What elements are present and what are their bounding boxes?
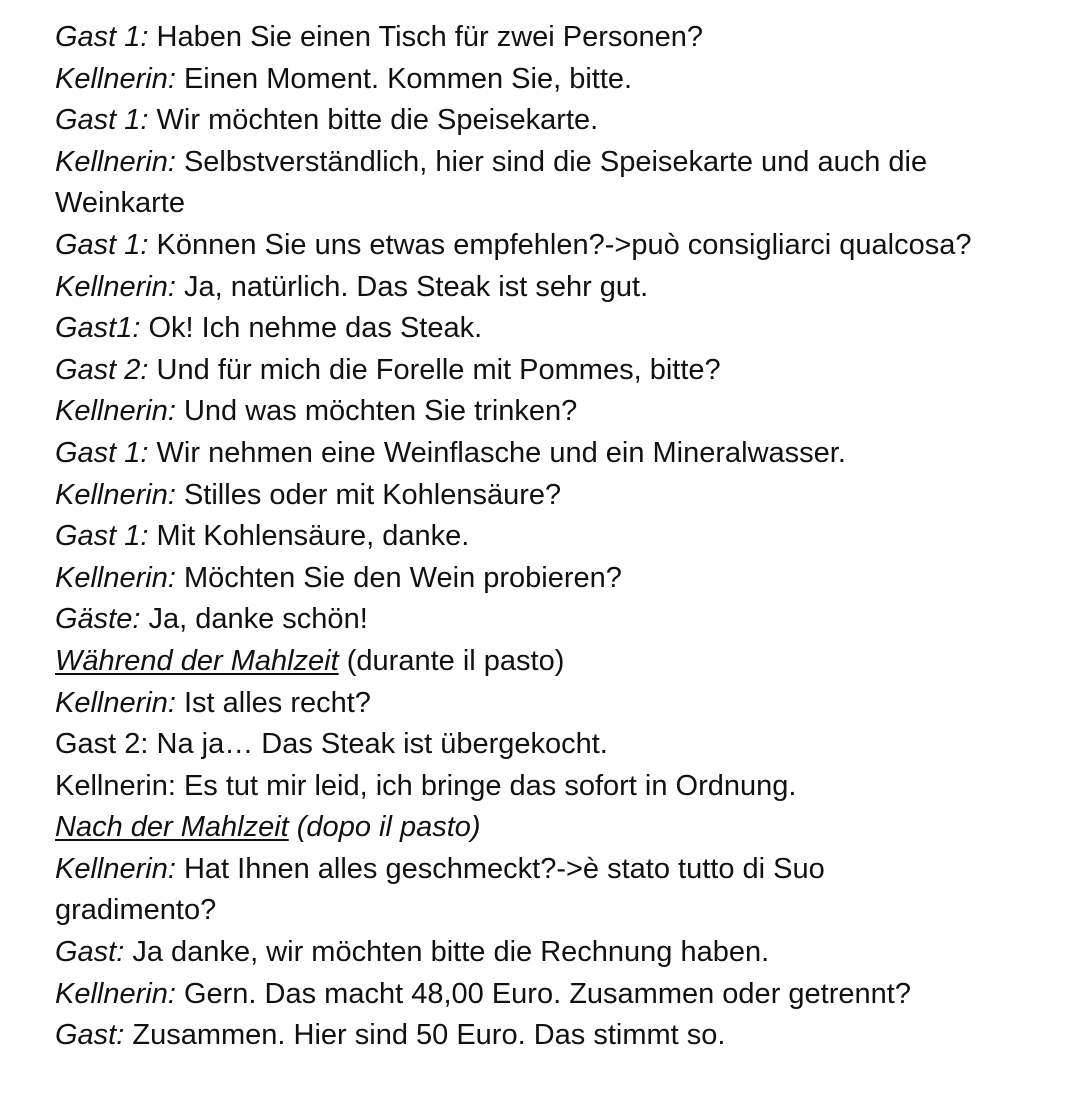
dialogue-line	[55, 350, 1055, 392]
dialogue-document	[55, 17, 1055, 1057]
dialogue-line	[55, 974, 1055, 1016]
line-text: Ist alles recht?	[175, 686, 371, 719]
speaker-label: Kellnerin:	[55, 270, 176, 303]
dialogue-line	[55, 1015, 1055, 1057]
speaker-label: Gast:	[55, 1019, 125, 1052]
speaker-label: Kellnerin:	[55, 561, 176, 594]
dialogue-line	[55, 100, 1055, 142]
speaker-label: Kellnerin:	[55, 395, 176, 428]
dialogue-line	[55, 308, 1055, 350]
line-text: Wir möchten bitte die Speisekarte.	[148, 104, 599, 137]
speaker-label: Gast 1:	[55, 520, 149, 553]
dialogue-line	[55, 849, 955, 932]
plain-dialogue-line: Kellnerin: Es tut mir leid, ich bringe das sofort in Ordnung.	[55, 769, 797, 802]
dialogue-line	[55, 391, 1055, 433]
dialogue-line	[55, 225, 1055, 267]
dialogue-line	[55, 433, 1055, 475]
dialogue-line	[55, 932, 1055, 974]
line-text: Hat Ihnen alles geschmeckt?->è stato tutto di Suo gradimento?	[55, 852, 825, 927]
line-text: Ja, danke schön!	[140, 603, 368, 636]
dialogue-line	[55, 516, 1055, 558]
line-text: Haben Sie einen Tisch für zwei Personen?	[148, 21, 704, 53]
section-title: Während der Mahlzeit	[55, 644, 339, 677]
speaker-label: Gast 1:	[55, 436, 149, 469]
speaker-label: Kellnerin:	[55, 145, 176, 178]
section-heading-during-meal	[55, 641, 1055, 683]
speaker-label: Kellnerin:	[55, 62, 176, 95]
section-note: (dopo il pasto)	[288, 811, 481, 844]
line-text: Können Sie uns etwas empfehlen?->può consigliarci qualcosa?	[148, 228, 972, 261]
line-text: Und was möchten Sie trinken?	[175, 395, 578, 428]
line-text: Mit Kohlensäure, danke.	[148, 520, 470, 553]
section-heading-after-meal	[55, 807, 1055, 849]
line-text: Ja, natürlich. Das Steak ist sehr gut.	[175, 270, 649, 303]
line-text: Wir nehmen eine Weinflasche und ein Mineralwasser.	[148, 436, 846, 469]
line-text: Stilles oder mit Kohlensäure?	[175, 478, 562, 511]
line-text: Selbstverständlich, hier sind die Speisekarte und auch die Weinkarte	[55, 145, 928, 220]
dialogue-line	[55, 683, 1055, 725]
dialogue-line	[55, 17, 1055, 59]
section-title: Nach der Mahlzeit	[55, 811, 289, 844]
dialogue-line	[55, 558, 1055, 600]
line-text: Gern. Das macht 48,00 Euro. Zusammen oder getrennt?	[175, 977, 911, 1010]
speaker-label: Kellnerin:	[55, 977, 176, 1010]
dialogue-line	[55, 59, 1055, 101]
line-text: Zusammen. Hier sind 50 Euro. Das stimmt so.	[124, 1019, 726, 1052]
line-text: Ja danke, wir möchten bitte die Rechnung haben.	[124, 936, 770, 969]
dialogue-line	[55, 267, 1055, 309]
dialogue-line	[55, 599, 1055, 641]
dialogue-line	[55, 142, 1055, 225]
line-text: Möchten Sie den Wein probieren?	[175, 561, 622, 594]
speaker-label: Kellnerin:	[55, 686, 176, 719]
speaker-label: Gast 1:	[55, 228, 149, 261]
line-text: Ok! Ich nehme das Steak.	[140, 312, 483, 345]
speaker-label: Gäste:	[55, 603, 141, 636]
speaker-label: Kellnerin:	[55, 852, 176, 885]
speaker-label: Kellnerin:	[55, 478, 176, 511]
plain-dialogue-line: Gast 2: Na ja… Das Steak ist übergekocht.	[55, 728, 608, 761]
line-text: Einen Moment. Kommen Sie, bitte.	[175, 62, 633, 95]
speaker-label: Gast:	[55, 936, 125, 969]
speaker-label: Gast 1:	[55, 21, 149, 53]
speaker-label: Gast 2:	[55, 353, 149, 386]
section-note: (durante il pasto)	[338, 644, 565, 677]
line-text: Und für mich die Forelle mit Pommes, bitte?	[148, 353, 721, 386]
dialogue-line	[55, 475, 1055, 517]
speaker-label: Gast1:	[55, 312, 141, 345]
speaker-label: Gast 1:	[55, 104, 149, 137]
